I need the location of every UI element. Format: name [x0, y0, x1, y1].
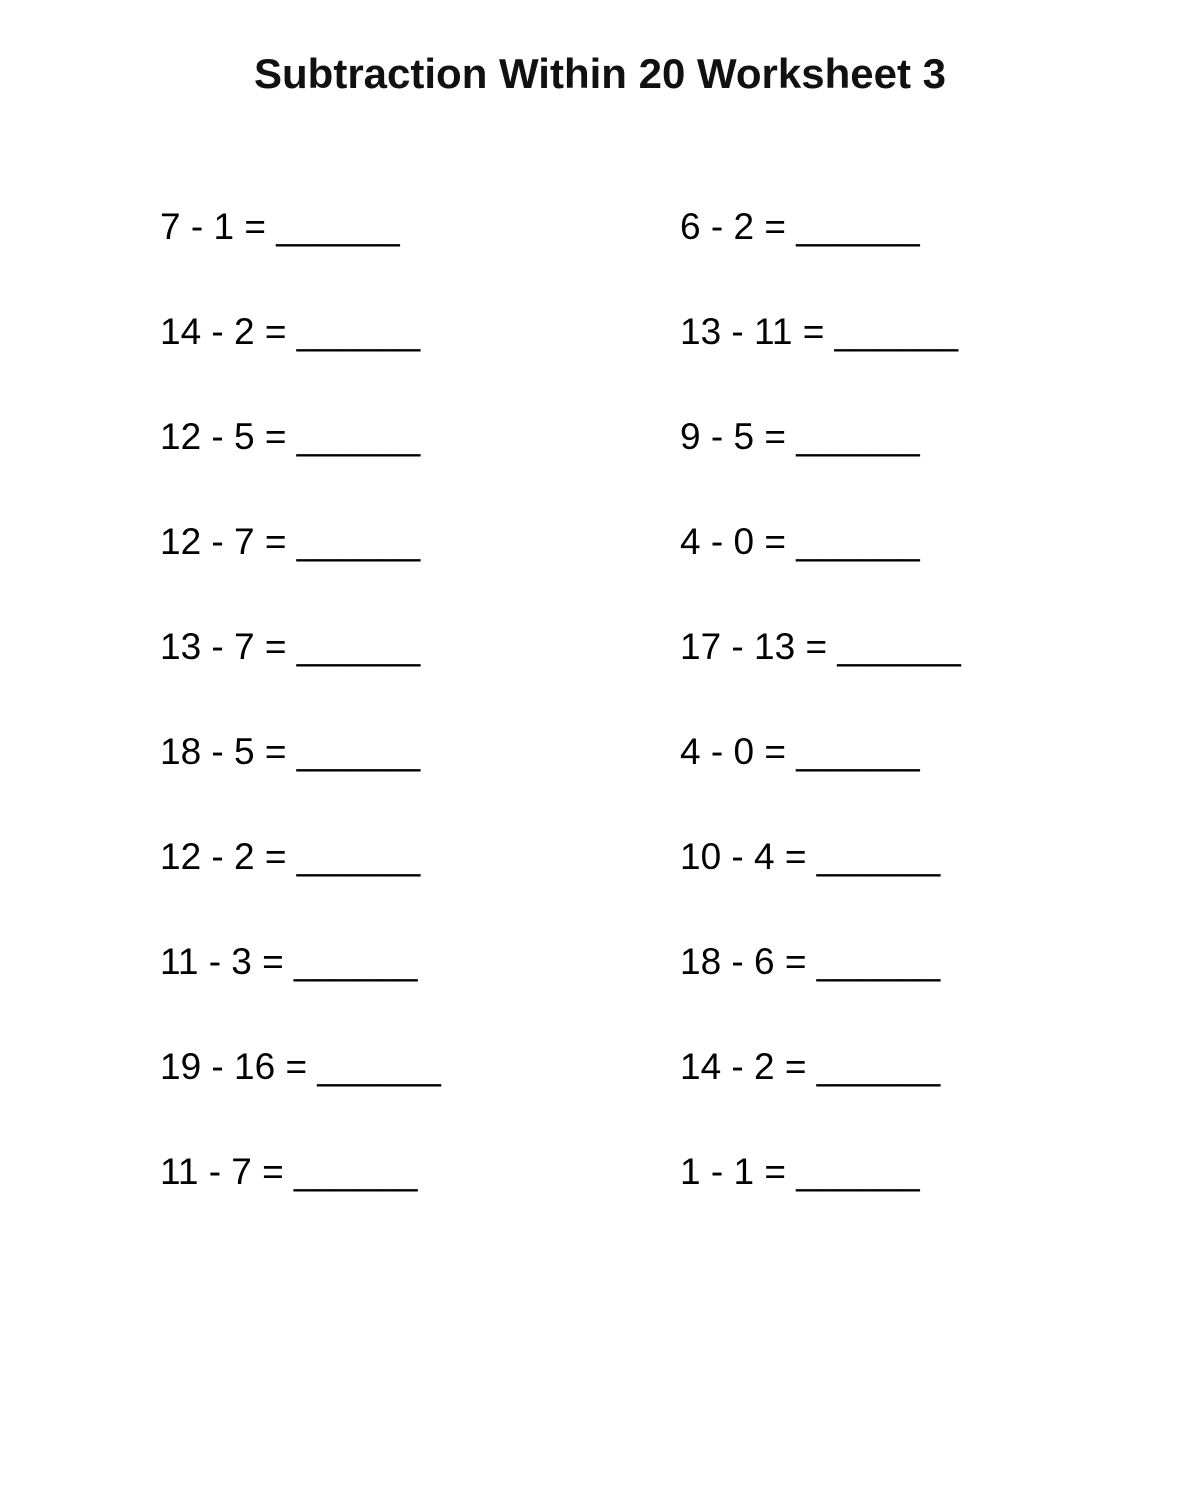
answer-blank[interactable]: ______: [837, 626, 961, 667]
answer-blank[interactable]: ______: [296, 521, 421, 562]
problem-right-9: [680, 1043, 940, 1091]
problem-expression: 12 - 5 =: [160, 416, 287, 457]
problem-right-5: [680, 623, 961, 671]
problem-expression: 14 - 2 =: [160, 311, 287, 352]
problem-expression: 17 - 13 =: [680, 626, 828, 667]
problem-expression: 19 - 16 =: [160, 1046, 308, 1087]
problem-expression: 14 - 2 =: [680, 1046, 807, 1087]
answer-blank[interactable]: ______: [816, 836, 941, 877]
answer-blank[interactable]: ______: [796, 521, 920, 562]
answer-blank[interactable]: ______: [296, 626, 421, 667]
problem-right-7: [680, 833, 940, 881]
answer-blank[interactable]: ______: [296, 836, 421, 877]
answer-blank[interactable]: ______: [834, 311, 959, 352]
worksheet-title: Subtraction Within 20 Worksheet 3: [254, 50, 946, 97]
problem-expression: 10 - 4 =: [680, 836, 807, 877]
problem-grid: [0, 203, 1200, 1253]
answer-blank[interactable]: ______: [296, 311, 421, 352]
problem-expression: 11 - 3 =: [160, 941, 284, 982]
problem-left-10: [160, 1148, 418, 1196]
problem-expression: 18 - 5 =: [160, 731, 287, 772]
problem-left-6: [160, 728, 420, 776]
answer-blank[interactable]: ______: [276, 206, 400, 247]
answer-blank[interactable]: ______: [816, 941, 941, 982]
problem-left-1: [160, 203, 400, 251]
problem-expression: 12 - 2 =: [160, 836, 287, 877]
answer-blank[interactable]: ______: [294, 1151, 418, 1192]
answer-blank[interactable]: ______: [816, 1046, 941, 1087]
problem-right-8: [680, 938, 940, 986]
problem-right-2: [680, 308, 958, 356]
problem-expression: 12 - 7 =: [160, 521, 287, 562]
problem-expression: 6 - 2 =: [680, 206, 786, 247]
answer-blank[interactable]: ______: [796, 416, 920, 457]
answer-blank[interactable]: ______: [796, 206, 920, 247]
problem-right-1: [680, 203, 920, 251]
problem-right-3: [680, 413, 920, 461]
problem-left-5: [160, 623, 420, 671]
problem-left-4: [160, 518, 420, 566]
problem-left-3: [160, 413, 420, 461]
problem-left-2: [160, 308, 420, 356]
answer-blank[interactable]: ______: [296, 731, 421, 772]
problem-right-10: [680, 1148, 920, 1196]
problem-right-6: [680, 728, 920, 776]
answer-blank[interactable]: ______: [296, 416, 421, 457]
problem-expression: 11 - 7 =: [160, 1151, 284, 1192]
problem-right-4: [680, 518, 920, 566]
problem-expression: 4 - 0 =: [680, 731, 786, 772]
answer-blank[interactable]: ______: [317, 1046, 441, 1087]
problem-expression: 9 - 5 =: [680, 416, 786, 457]
problem-expression: 13 - 7 =: [160, 626, 287, 667]
problem-left-9: [160, 1043, 441, 1091]
problem-expression: 18 - 6 =: [680, 941, 807, 982]
answer-blank[interactable]: ______: [796, 1151, 920, 1192]
answer-blank[interactable]: ______: [294, 941, 418, 982]
problem-expression: 7 - 1 =: [160, 206, 266, 247]
problem-left-8: [160, 938, 418, 986]
problem-expression: 4 - 0 =: [680, 521, 786, 562]
problem-expression: 13 - 11 =: [680, 311, 825, 352]
problem-left-7: [160, 833, 420, 881]
problem-expression: 1 - 1 =: [680, 1151, 786, 1192]
answer-blank[interactable]: ______: [796, 731, 920, 772]
